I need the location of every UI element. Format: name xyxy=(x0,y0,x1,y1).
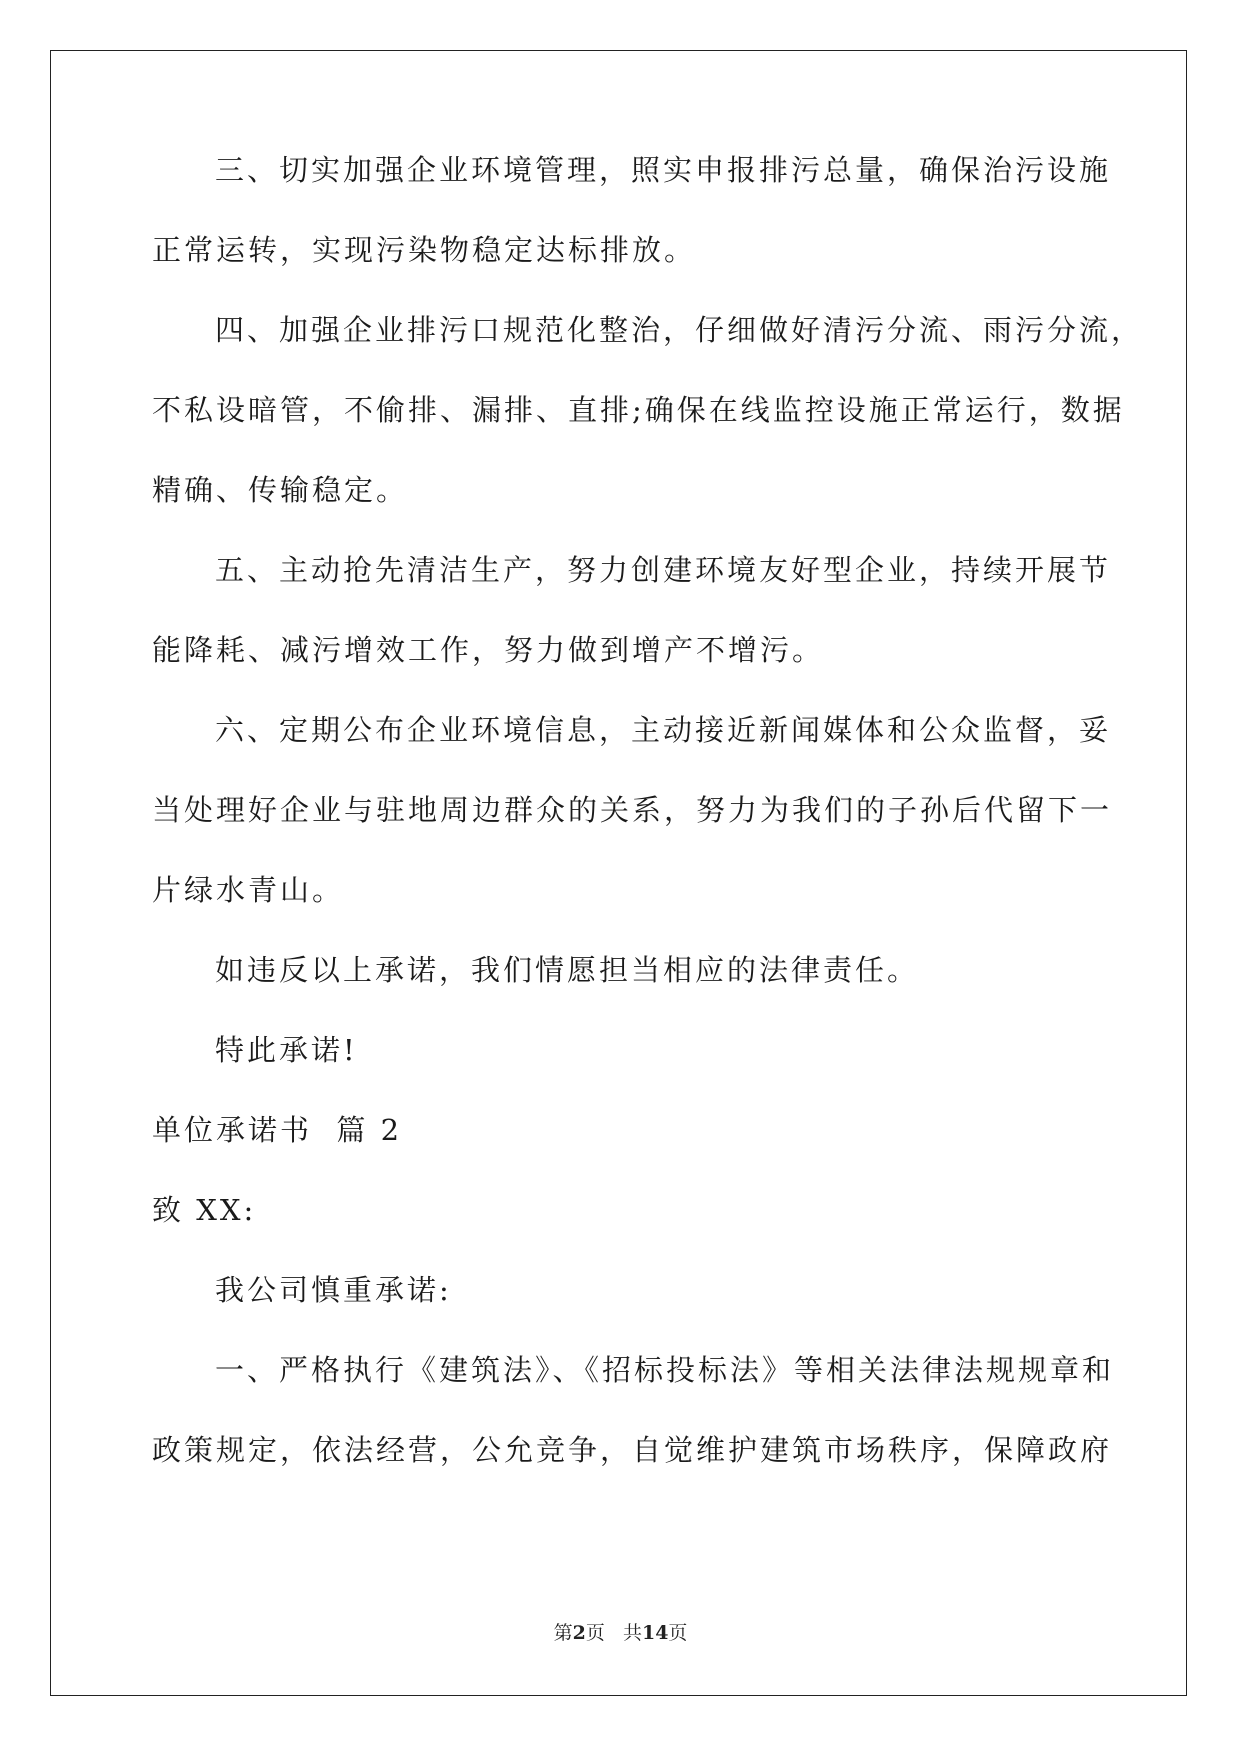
salutation: 致 XX: xyxy=(152,1193,257,1227)
paragraph-line: 五、主动抢先清洁生产，努力创建环境友好型企业，持续开展节 xyxy=(215,553,1112,587)
section-heading: 单位承诺书 篇 2 xyxy=(152,1113,403,1147)
paragraph-line: 如违反以上承诺，我们情愿担当相应的法律责任。 xyxy=(215,953,920,987)
paragraph-line: 我公司慎重承诺: xyxy=(215,1273,452,1307)
paragraph-line: 四、加强企业排污口规范化整治，仔细做好清污分流、雨污分流， xyxy=(215,313,1144,347)
paragraph-line: 精确、传输稳定。 xyxy=(152,473,409,507)
footer-page-suffix: 页 xyxy=(585,1622,605,1644)
paragraph-line: 正常运转，实现污染物稳定达标排放。 xyxy=(152,233,697,267)
paragraph-line: 特此承诺! xyxy=(215,1033,358,1067)
footer-total-suffix: 页 xyxy=(668,1622,688,1644)
paragraph-line: 三、切实加强企业环境管理，照实申报排污总量，确保治污设施 xyxy=(215,153,1112,187)
page-footer xyxy=(0,1618,1241,1645)
paragraph-line: 当处理好企业与驻地周边群众的关系，努力为我们的子孙后代留下一 xyxy=(152,793,1113,827)
paragraph-line: 能降耗、减污增效工作，努力做到增产不增污。 xyxy=(152,633,825,667)
paragraph-line: 一、严格执行《建筑法》、《招标投标法》等相关法律法规规章和 xyxy=(215,1353,1115,1387)
total-pages: 14 xyxy=(641,1622,669,1644)
paragraph-line: 六、定期公布企业环境信息，主动接近新闻媒体和公众监督，妥 xyxy=(215,713,1112,747)
page-number: 2 xyxy=(572,1622,586,1644)
paragraph-line: 片绿水青山。 xyxy=(152,873,345,907)
paragraph-line: 不私设暗管，不偷排、漏排、直排;确保在线监控设施正常运行，数据 xyxy=(152,393,1125,427)
footer-prefix: 第 xyxy=(553,1622,573,1644)
footer-total-prefix: 共 xyxy=(622,1622,642,1644)
paragraph-line: 政策规定，依法经营，公允竞争，自觉维护建筑市场秩序，保障政府 xyxy=(152,1433,1113,1467)
